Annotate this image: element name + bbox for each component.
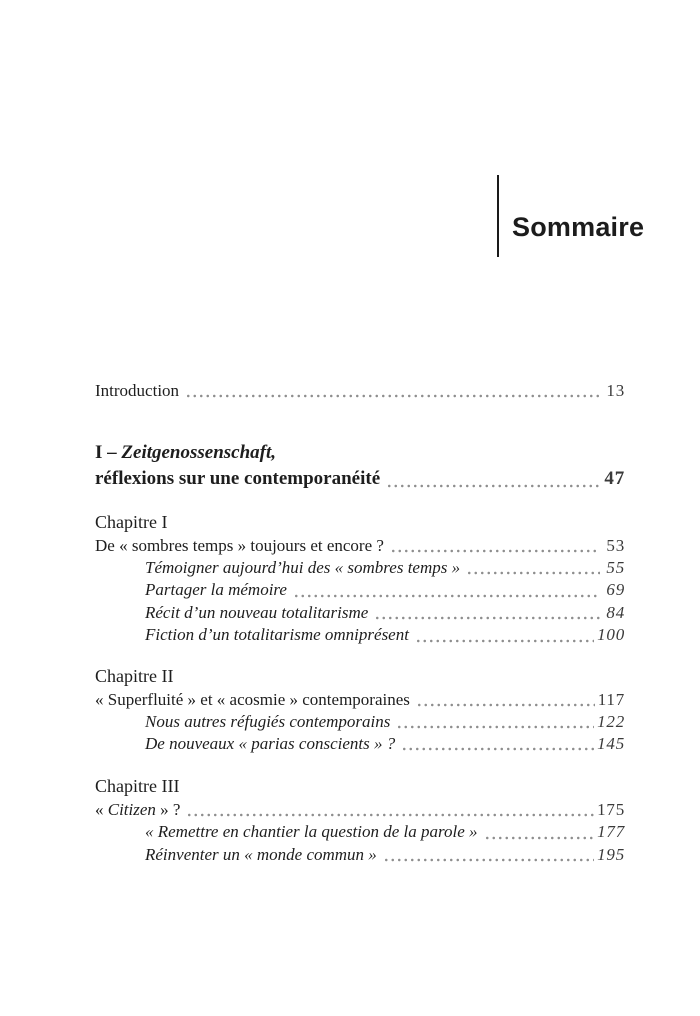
- title-vertical-rule: [497, 175, 499, 257]
- entry-label: Introduction: [95, 381, 180, 400]
- part-numeral: I –: [95, 442, 122, 463]
- part-title-line: [95, 440, 625, 466]
- page-number: 55: [606, 558, 625, 577]
- entry-label: réflexions sur une contemporanéité: [95, 468, 381, 489]
- chapter-block: [95, 775, 625, 866]
- page-number: 47: [604, 468, 625, 489]
- dot-leader: [293, 589, 600, 602]
- page-number: 69: [606, 580, 625, 600]
- page-number: 145: [597, 734, 625, 754]
- dot-leader: [416, 698, 595, 711]
- entry-label: Partager la mémoire: [145, 580, 287, 600]
- toc-entry-chapter-title: [95, 688, 625, 711]
- page-number: 177: [597, 822, 625, 842]
- entry-label: Récit d’un nouveau totalitarisme: [145, 602, 369, 622]
- dot-leader: [374, 611, 600, 624]
- chapter-heading: Chapitre III: [95, 776, 180, 797]
- quote-close: » ?: [155, 800, 181, 820]
- quote-open: «: [95, 800, 108, 820]
- chapter-heading: Chapitre I: [95, 512, 168, 532]
- entry-label: De nouveaux « parias conscients » ?: [145, 734, 396, 754]
- toc-entry-chapter-title: [95, 798, 625, 821]
- dot-leader: [185, 389, 600, 402]
- chapter-title-italic: Citizen: [107, 800, 156, 820]
- part-heading: [95, 440, 625, 492]
- toc-entry-sub: [95, 624, 625, 646]
- entry-label: « Remettre en chantier la question de la parole »: [145, 822, 478, 842]
- entry-label: Fiction d’un totalitarisme omniprésent: [145, 625, 409, 645]
- dot-leader: [401, 742, 594, 755]
- page-number: 53: [606, 536, 625, 555]
- toc-entry-sub: [95, 821, 625, 843]
- chapter-block: [95, 511, 625, 647]
- sub-entries: [95, 711, 625, 756]
- toc-entry-sub: [95, 844, 625, 866]
- dot-leader: [466, 566, 600, 579]
- dot-leader: [386, 479, 600, 492]
- chapter-heading: Chapitre II: [95, 665, 174, 686]
- entry-label: Nous autres réfugiés contemporains: [145, 711, 391, 731]
- page-number: 175: [597, 800, 625, 820]
- entry-label: Réinventer un « monde commun »: [145, 844, 377, 864]
- page-number: 13: [606, 381, 625, 400]
- page-number: 117: [597, 689, 625, 709]
- chapter-block: [95, 665, 625, 756]
- toc-entry-chapter-title: [95, 534, 625, 557]
- toc-entry-sub: [95, 711, 625, 733]
- toc-entry-sub: [95, 557, 625, 579]
- page-number: 84: [606, 602, 625, 622]
- toc-entry-introduction: [95, 379, 625, 402]
- dot-leader: [383, 853, 594, 866]
- dot-leader: [390, 544, 600, 557]
- page-number: 195: [597, 844, 625, 864]
- sub-entries: [95, 821, 625, 866]
- table-of-contents: [95, 379, 625, 866]
- entry-label: [95, 798, 180, 821]
- sub-entries: [95, 557, 625, 647]
- page-title: Sommaire: [512, 212, 645, 242]
- toc-entry-part: [95, 466, 625, 492]
- dot-leader: [186, 808, 594, 821]
- page-number: 100: [597, 625, 625, 645]
- dot-leader: [415, 634, 594, 647]
- entry-label: Témoigner aujourd’hui des « sombres temps »: [145, 558, 461, 577]
- dot-leader: [396, 720, 594, 733]
- part-title-italic: Zeitgenossenschaft,: [121, 442, 277, 463]
- dot-leader: [484, 831, 595, 844]
- entry-label: « Superfluité » et « acosmie » contemporaines: [95, 689, 410, 709]
- toc-entry-sub: [95, 579, 625, 601]
- page-number: 122: [597, 711, 625, 731]
- toc-entry-sub: [95, 602, 625, 624]
- entry-label: De « sombres temps » toujours et encore ?: [95, 536, 384, 555]
- toc-entry-sub: [95, 733, 625, 755]
